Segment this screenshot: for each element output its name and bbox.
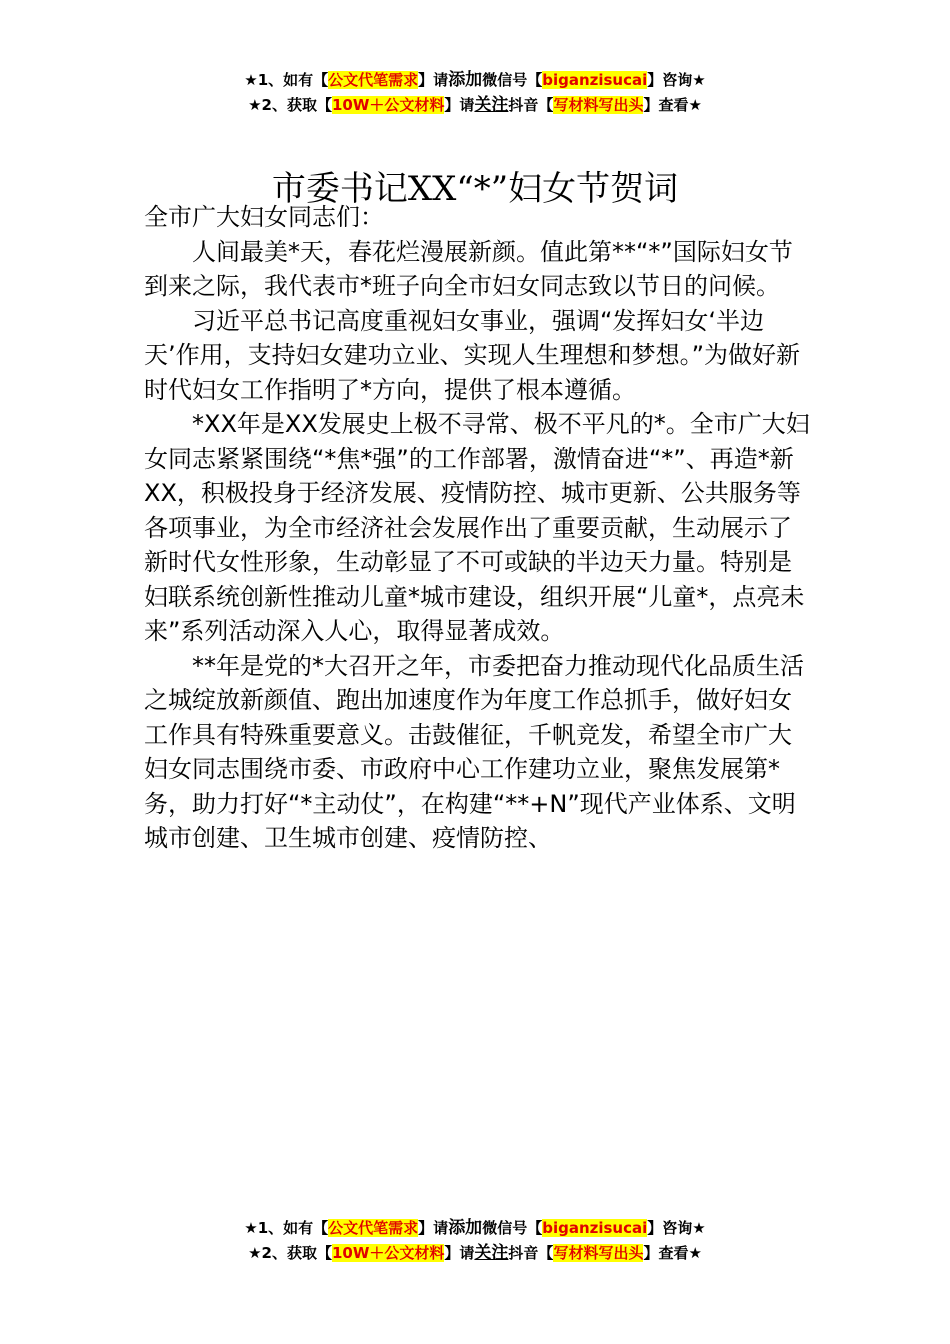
banner-text: 】咨询★: [647, 1219, 706, 1237]
banner-text: 】请: [418, 1219, 449, 1237]
document-title: 市委书记XX“*”妇女节贺词: [271, 168, 679, 209]
banner-line-1: [0, 68, 950, 93]
document-body: [144, 200, 814, 856]
banner-text: ★2、获取【: [248, 96, 332, 114]
banner-highlight: 10W＋公文材料: [331, 96, 445, 114]
banner-douyin-account: 写材料写出头: [553, 1244, 644, 1262]
paragraph: *XX年是XX发展史上极不寻常、极不平凡的*。全市广大妇女同志紧紧围绕“*焦*强”的工作部署，激情奋进“*”、再造*新XX，积极投身于经济发展、疫情防控、城市更新、公共服务等各项事业，为全市经济社会发展作出了重要贡献，生动展示了新时代女性形象，生动彰显了不可或缺的半边天力量。特别是妇联系统创新性推动儿童*城市建设，组织开展“儿童*，点亮未来”系列活动深入人心，取得显著成效。: [144, 410, 810, 645]
banner-text: ★1、如有【: [244, 1219, 329, 1237]
banner-text: 】请: [418, 71, 449, 89]
banner-text: 抖音【: [508, 96, 554, 114]
banner-text: 】请: [444, 96, 475, 114]
salutation: 全市广大妇女同志们：: [144, 203, 384, 231]
banner-highlight: 公文代笔需求: [328, 1219, 419, 1237]
banner-line-1: [0, 1216, 950, 1241]
banner-text: 】查看★: [643, 1244, 702, 1262]
banner-text: 】咨询★: [647, 71, 706, 89]
banner-text: 微信号【: [482, 1219, 543, 1237]
footer-banner: [0, 1216, 950, 1266]
banner-text: 】查看★: [643, 96, 702, 114]
header-banner: [0, 68, 950, 118]
banner-highlight: 公文代笔需求: [328, 71, 419, 89]
banner-text: 】请: [444, 1244, 475, 1262]
banner-text: 微信号【: [482, 71, 543, 89]
banner-line-2: [0, 1241, 950, 1266]
paragraph: **年是党的*大召开之年，市委把奋力推动现代化品质生活之城绽放新颜值、跑出加速度作为年度工作总抓手，做好妇女工作具有特殊重要意义。击鼓催征，千帆竞发，希望全市广大妇女同志围绕市委、市政府中心工作建功立业，聚焦发展第*务，助力打好“*主动仗”，在构建“**+N”现代产业体系、文明城市创建、卫生城市创建、疫情防控、: [144, 651, 804, 852]
banner-douyin-account: 写材料写出头: [553, 96, 644, 114]
banner-wechat-id: biganzisucai: [542, 1219, 648, 1237]
banner-text: ★2、获取【: [248, 1244, 332, 1262]
banner-line-2: [0, 93, 950, 118]
banner-text: ★1、如有【: [244, 71, 329, 89]
banner-emphasis: 关注: [474, 1243, 509, 1263]
paragraph: 习近平总书记高度重视妇女事业，强调“发挥妇女‘半边天’作用，支持妇女建功立业、实现人生理想和梦想。”为做好新时代妇女工作指明了*方向，提供了根本遵循。: [144, 306, 801, 404]
banner-emphasis: 添加: [448, 70, 483, 90]
banner-emphasis: 添加: [448, 1218, 483, 1238]
banner-highlight: 10W＋公文材料: [331, 1244, 445, 1262]
banner-emphasis: 关注: [474, 95, 509, 115]
banner-wechat-id: biganzisucai: [542, 71, 648, 89]
banner-text: 抖音【: [508, 1244, 554, 1262]
paragraph: 人间最美*天，春花烂漫展新颜。值此第**“*”国际妇女节到来之际，我代表市*班子向全市妇女同志致以节日的问候。: [144, 237, 793, 300]
